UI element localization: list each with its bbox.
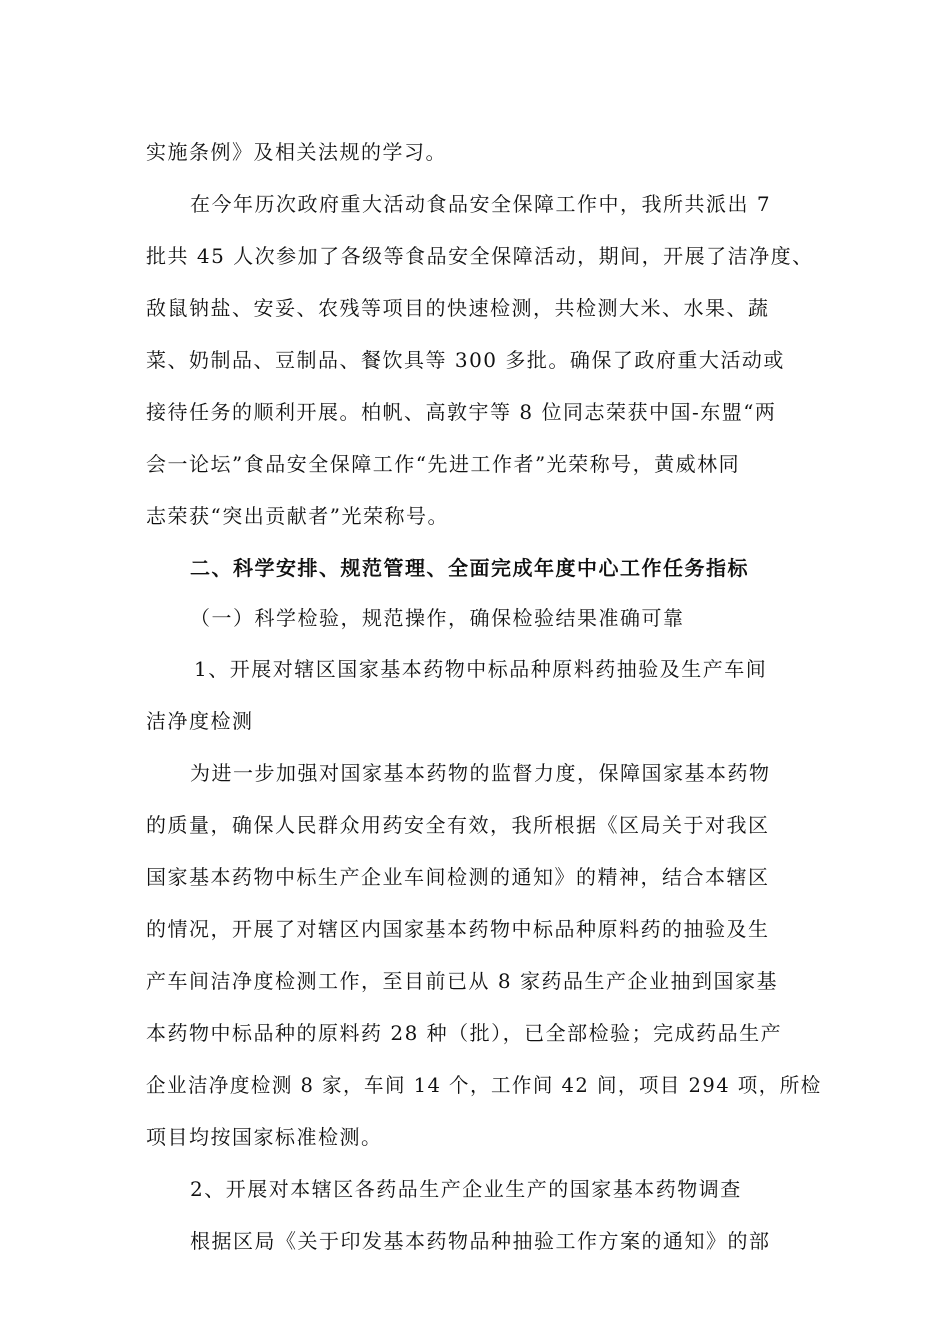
text-line: 项目均按国家标准检测。 [146,1125,383,1149]
text-line: 根据区局《关于印发基本药物品种抽验工作方案的通知》的部 [190,1229,771,1253]
text-line: 在今年历次政府重大活动食品安全保障工作中，我所共派出 7 [190,192,772,216]
item-heading: 2、开展对本辖区各药品生产企业生产的国家基本药物调查 [190,1177,742,1201]
text-line: 企业洁净度检测 8 家，车间 14 个，工作间 42 间，项目 294 项，所检 [146,1073,822,1097]
text-line: 接待任务的顺利开展。柏帆、高敦宇等 8 位同志荣获中国-东盟“两 [146,400,777,424]
text-line: 产车间洁净度检测工作，至目前已从 8 家药品生产企业抽到国家基 [146,969,778,993]
text-line: 批共 45 人次参加了各级等食品安全保障活动，期间，开展了洁净度、 [146,244,814,268]
subsection-heading: （一）科学检验，规范操作，确保检验结果准确可靠 [190,606,685,630]
text-line: 本药物中标品种的原料药 28 种（批），已全部检验；完成药品生产 [146,1021,783,1045]
text-line: 为进一步加强对国家基本药物的监督力度，保障国家基本药物 [190,761,771,785]
item-heading: 洁净度检测 [146,709,254,733]
text-line: 国家基本药物中标生产企业车间检测的通知》的精神，结合本辖区 [146,865,770,889]
text-line: 敌鼠钠盐、安妥、农残等项目的快速检测，共检测大米、水果、蔬 [146,296,770,320]
text-line: 实施条例》及相关法规的学习。 [146,140,447,164]
text-line: 的情况，开展了对辖区内国家基本药物中标品种原料药的抽验及生 [146,917,770,941]
text-line: 菜、奶制品、豆制品、餐饮具等 300 多批。确保了政府重大活动或 [146,348,785,372]
section-heading: 二、科学安排、规范管理、全面完成年度中心工作任务指标 [190,556,749,580]
text-line: 的质量，确保人民群众用药安全有效，我所根据《区局关于对我区 [146,813,770,837]
item-heading: 1、开展对辖区国家基本药物中标品种原料药抽验及生产车间 [194,657,768,681]
text-line: 会一论坛”食品安全保障工作“先进工作者”光荣称号，黄威林同 [146,452,741,476]
text-line: 志荣获“突出贡献者”光荣称号。 [146,504,449,528]
